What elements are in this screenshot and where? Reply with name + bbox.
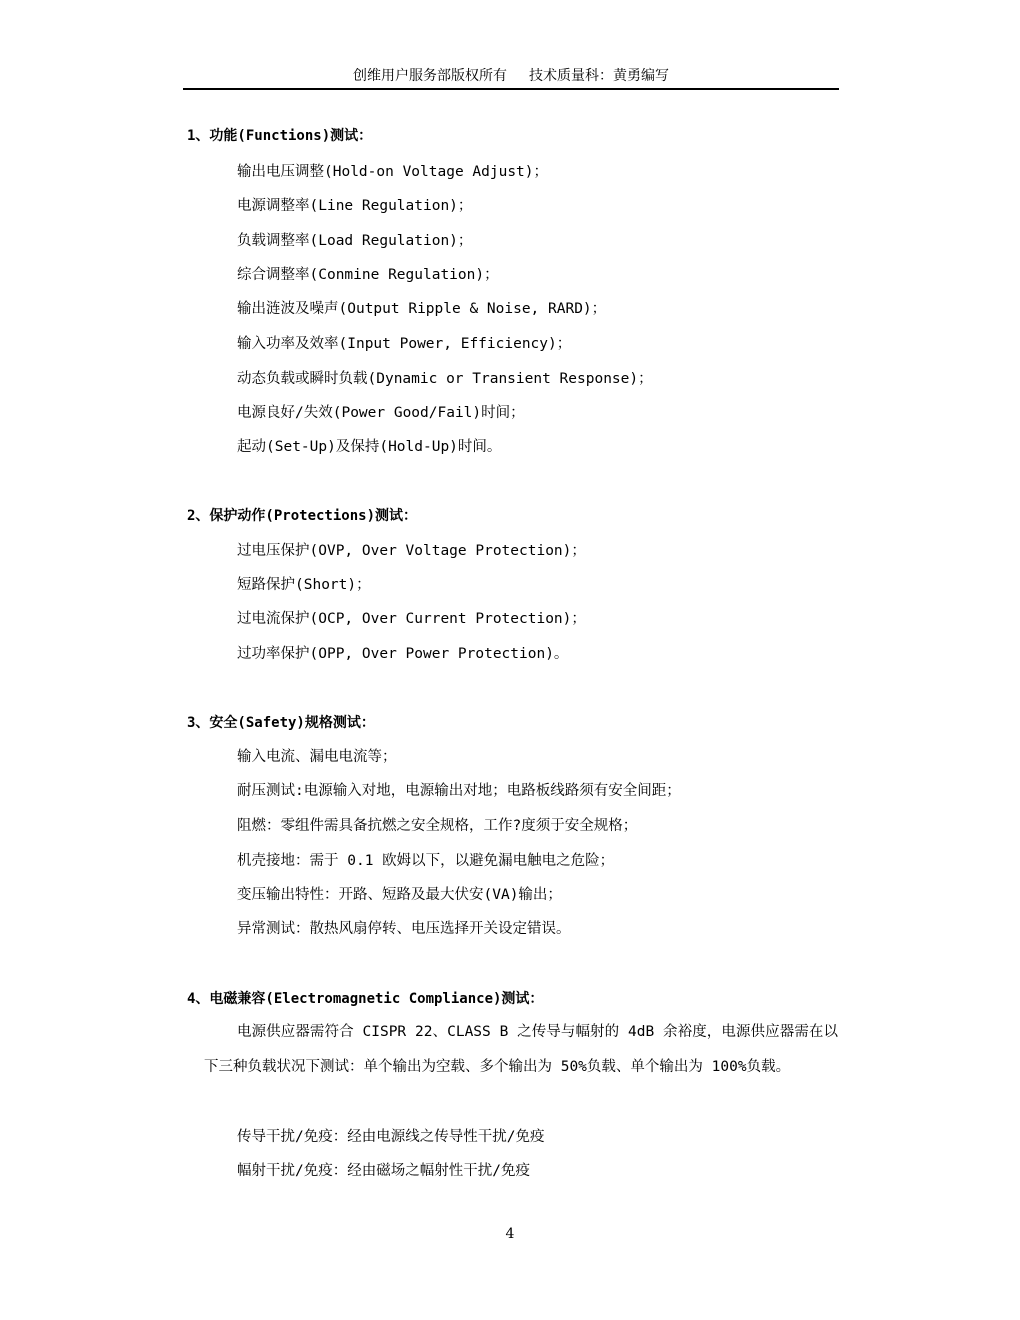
list-item: 异常测试：散热风扇停转、电压选择开关设定错误。 xyxy=(237,921,571,937)
list-item: 输出涟波及噪声(Output Ripple & Noise, RARD)； xyxy=(237,301,607,317)
section-heading-emc: 4、电磁兼容(Electromagnetic Compliance)测试： xyxy=(187,991,544,1007)
list-item: 负载调整率(Load Regulation)； xyxy=(237,233,473,249)
list-item: 动态负载或瞬时负载(Dynamic or Transient Response)； xyxy=(237,371,653,387)
section-heading-functions: 1、功能(Functions)测试： xyxy=(187,128,373,144)
section-heading-safety: 3、安全(Safety)规格测试： xyxy=(187,715,375,731)
emc-paragraph: 电源供应器需符合 CISPR 22、CLASS B 之传导与幅射的 4dB 余裕度，电源供应器需在以下三种负载状况下测试：单个输出为空载、多个输出为 50%负载、单个输出为 100%负载。 xyxy=(204,1024,838,1075)
list-item: 过功率保护(OPP, Over Power Protection)。 xyxy=(237,646,569,662)
list-item: 综合调整率(Conmine Regulation)； xyxy=(237,267,499,283)
list-item: 输出电压调整(Hold-on Voltage Adjust)； xyxy=(237,164,549,180)
list-item: 耐压测试:电源输入对地，电源输出对地；电路板线路须有安全间距； xyxy=(237,783,681,799)
list-item: 过电流保护(OCP, Over Current Protection)； xyxy=(237,611,586,627)
page-number: 4 xyxy=(505,1226,515,1242)
page-header xyxy=(183,66,839,90)
section-heading-protections: 2、保护动作(Protections)测试： xyxy=(187,508,418,524)
list-item: 机壳接地：需于 0.1 欧姆以下，以避免漏电触电之危险； xyxy=(237,853,615,869)
list-item: 变压输出特性：开路、短路及最大伏安(VA)输出； xyxy=(237,887,562,903)
list-item: 过电压保护(OVP, Over Voltage Protection)； xyxy=(237,543,586,559)
list-item: 电源调整率(Line Regulation)； xyxy=(237,198,473,214)
list-item: 传导干扰/免疫：经由电源线之传导性干扰/免疫 xyxy=(237,1129,545,1145)
list-item: 电源良好/失效(Power Good/Fail)时间； xyxy=(237,405,525,421)
header-copyright: 创维用户服务部版权所有 xyxy=(353,68,507,84)
list-item: 幅射干扰/免疫：经由磁场之幅射性干扰/免疫 xyxy=(237,1163,530,1179)
list-item: 起动(Set-Up)及保持(Hold-Up)时间。 xyxy=(237,439,502,455)
list-item: 阻燃：零组件需具备抗燃之安全规格，工作?度须于安全规格； xyxy=(237,818,638,834)
list-item: 输入电流、漏电电流等； xyxy=(237,749,397,765)
list-item: 输入功率及效率(Input Power, Efficiency)； xyxy=(237,336,572,352)
list-item: 短路保护(Short)； xyxy=(237,577,371,593)
header-author: 技术质量科：黄勇编写 xyxy=(529,68,669,84)
